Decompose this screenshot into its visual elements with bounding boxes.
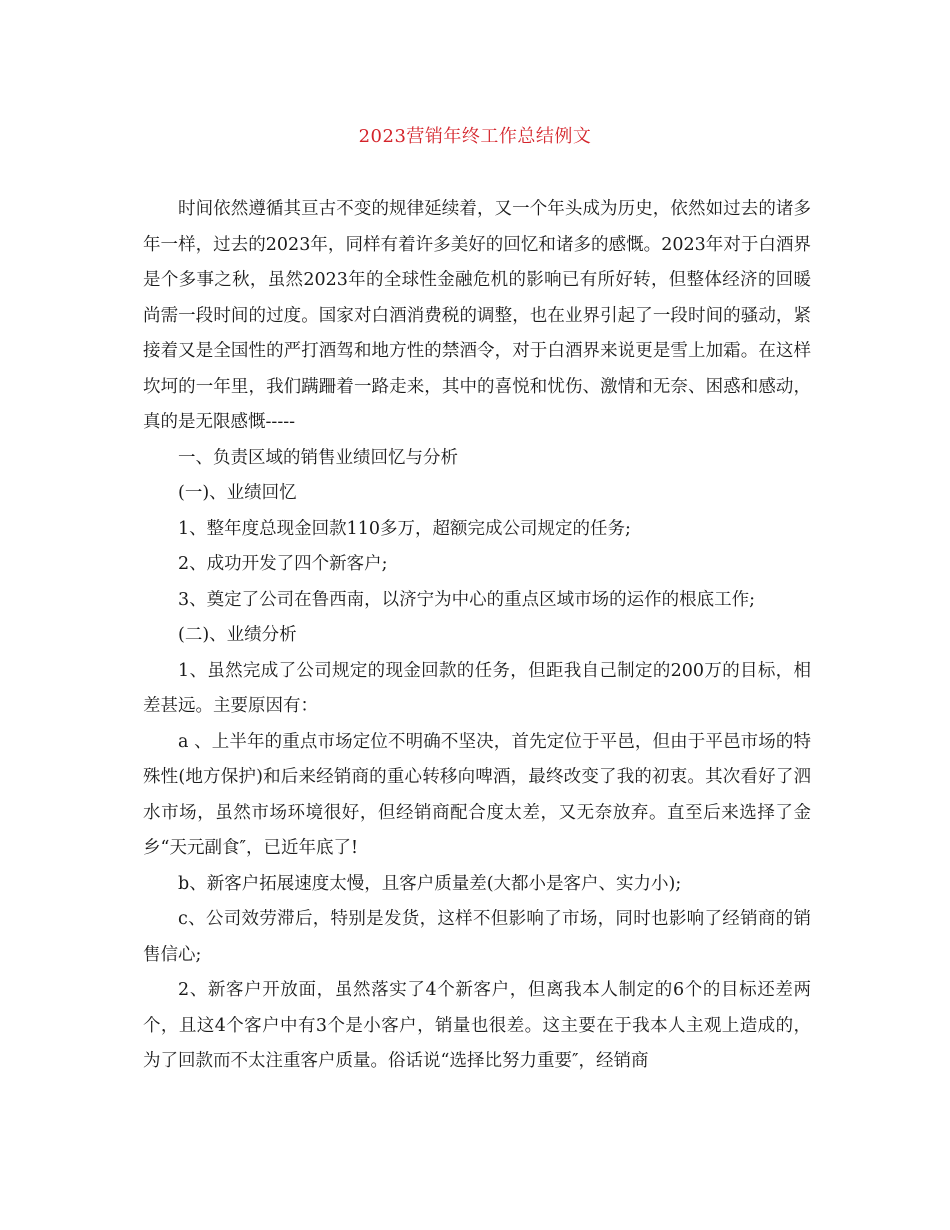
list-item-new-clients: 2、成功开发了四个新客户; xyxy=(178,554,388,574)
list-item-foundation: 3、奠定了公司在鲁西南，以济宁为中心的重点区域市场的运作的根底工作; xyxy=(178,589,756,610)
list-item-cash-return: 1、整年度总现金回款110多万，超额完成公司规定的任务; xyxy=(178,518,631,539)
document-body xyxy=(143,192,811,1080)
paragraph-analysis-1: 1、虽然完成了公司规定的现金回款的任务，但距我自己制定的200万的目标，相差甚远。主要原因有： xyxy=(143,660,811,716)
paragraph-analysis-a: a 、上半年的重点市场定位不明确不坚决，首先定位于平邑，但由于平邑市场的特殊性(地方保护)和后来经销商的重心转移向啤酒，最终改变了我的初衷。其次看好了泗水市场，虽然市场环境很好，但经销商配合度太差，又无奈放弃。直至后来选择了金乡“天元副食″，已近年底了! xyxy=(143,731,811,858)
subsection-heading-review: (一)、业绩回忆 xyxy=(178,483,297,503)
paragraph-analysis-2: 2、新客户开放面，虽然落实了4个新客户，但离我本人制定的6个的目标还差两个，且这4个客户中有3个是小客户，销量也很差。这主要在于我本人主观上造成的，为了回款而不太注重客户质量。俗话说“选择比努力重要″，经销商 xyxy=(143,980,811,1071)
paragraph-analysis-b: b、新客户拓展速度太慢，且客户质量差(大都小是客户、实力小); xyxy=(178,873,682,894)
subsection-heading-analysis: (二)、业绩分析 xyxy=(178,625,297,645)
document-title: 2023营销年终工作总结例文 xyxy=(358,126,592,147)
paragraph-analysis-c: c、公司效劳滞后，特别是发货，这样不但影响了市场，同时也影响了经销商的销售信心; xyxy=(143,909,811,965)
paragraph-intro: 时间依然遵循其亘古不变的规律延续着，又一个年头成为历史，依然如过去的诸多年一样，过去的2023年，同样有着许多美好的回忆和诸多的感慨。2023年对于白酒界是个多事之秋，虽然2023年的全球性金融危机的影响已有所好转，但整体经济的回暖尚需一段时间的过度。国家对白酒消费税的调整，也在业界引起了一段时间的骚动，紧接着又是全国性的严打酒驾和地方性的禁酒令，对于白酒界来说更是雪上加霜。在这样坎坷的一年里，我们蹒跚着一路走来，其中的喜悦和忧伤、激情和无奈、困惑和感动，真的是无限感慨----- xyxy=(143,199,811,432)
section-heading-1: 一、负责区域的销售业绩回忆与分析 xyxy=(178,447,458,468)
